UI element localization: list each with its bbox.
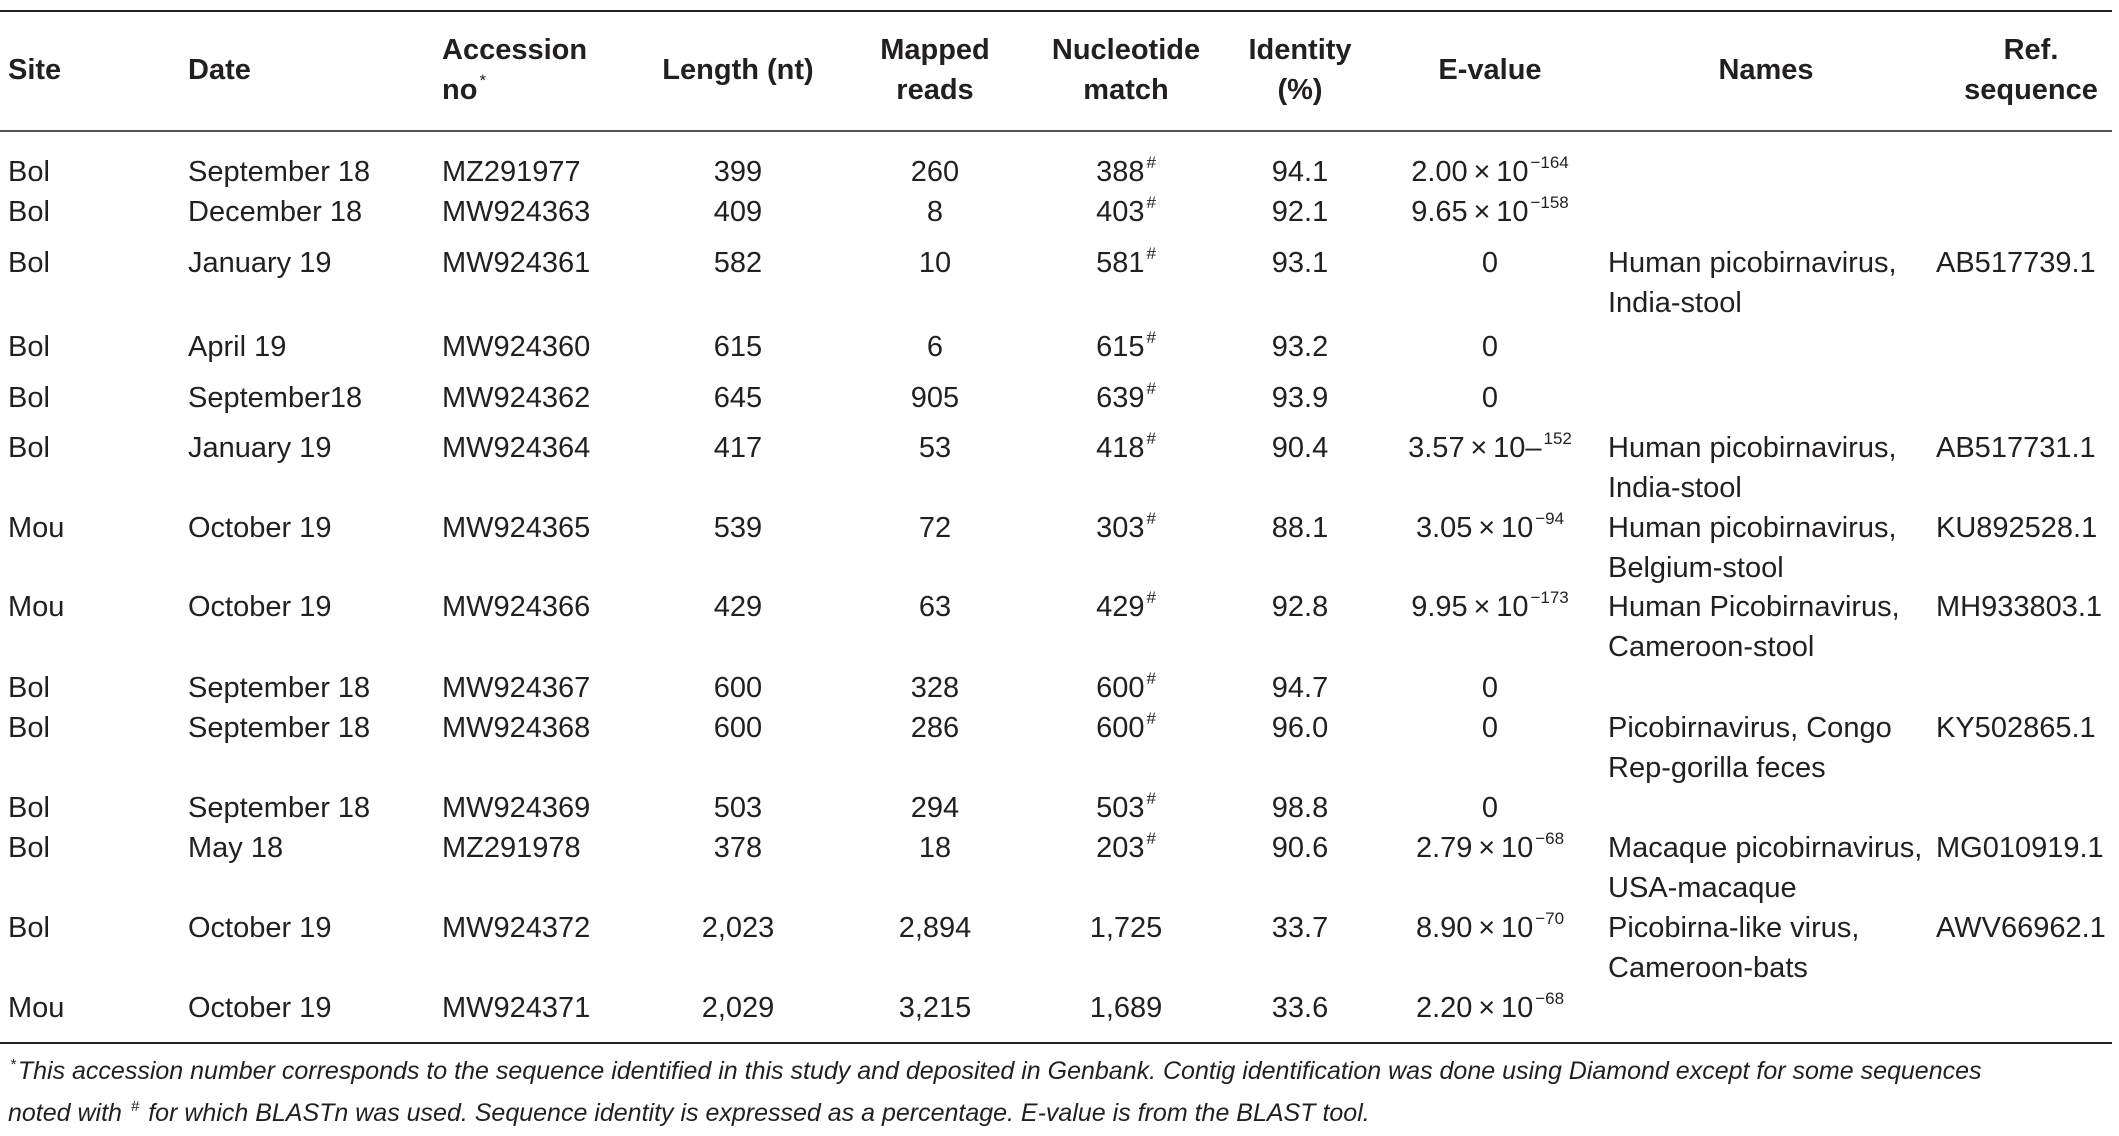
cell-length: 2,029 (701, 992, 775, 1024)
cell-evalue-base: 3.57 × 10– (1408, 432, 1542, 464)
cell-mapped: 2,894 (898, 912, 972, 944)
cell-evalue-base: 2.20 × 10 (1415, 992, 1534, 1024)
cell-ref: AB517739.1 (1936, 247, 2096, 279)
cell-ref: AB517731.1 (1936, 432, 2096, 464)
cell-match-mark: # (1146, 829, 1156, 848)
cell-match-value: 1,725 (1089, 912, 1163, 944)
cell-evalue (1290, 152, 1690, 196)
cell-evalue-base: 0 (1481, 382, 1499, 414)
header-ref-line (1831, 30, 2119, 70)
cell-match-value: 503 (1096, 792, 1145, 824)
cell-length: 429 (713, 591, 763, 623)
cell-mapped: 10 (918, 247, 952, 279)
cell-accession: MW924365 (442, 512, 591, 544)
cell-accession: MW924360 (442, 331, 591, 363)
cell-date: December 18 (188, 196, 363, 228)
cell-identity: 90.4 (1271, 432, 1329, 464)
cell-date: October 19 (188, 591, 332, 623)
cell-length: 399 (713, 156, 763, 188)
cell-evalue (1290, 988, 1690, 1032)
footnote-line-2 (8, 1094, 2108, 1136)
cell-evalue-exponent: −68 (1535, 989, 1565, 1008)
cell-mapped: 8 (926, 196, 944, 228)
cell-ref: MG010919.1 (1936, 832, 2104, 864)
cell-accession: MW924364 (442, 432, 591, 464)
cell-identity: 96.0 (1271, 712, 1329, 744)
footnote-line-1 (8, 1052, 2108, 1094)
table-footnote (8, 1052, 2108, 1136)
cell-ref: AWV66962.1 (1936, 912, 2106, 944)
cell-accession: MW924366 (442, 591, 591, 623)
cell-date: October 19 (188, 512, 332, 544)
cell-accession: MW924367 (442, 672, 591, 704)
cell-mapped: 53 (918, 432, 952, 464)
cell-mapped: 294 (910, 792, 960, 824)
cell-match-value: 303 (1096, 512, 1145, 544)
header-ref-text: sequence (1964, 74, 2098, 106)
cell-match-mark: # (1146, 709, 1156, 728)
cell-match-mark: # (1146, 379, 1156, 398)
cell-names-line: India-stool (1608, 287, 1742, 319)
cell-accession: MW924368 (442, 712, 591, 744)
header-rule (0, 130, 2112, 132)
cell-site: Bol (8, 331, 50, 363)
cell-evalue-base: 9.95 × 10 (1411, 591, 1529, 623)
cell-match (926, 428, 1326, 472)
cell-match-value: 639 (1096, 382, 1145, 414)
cell-date: September 18 (188, 712, 371, 744)
cell-identity: 33.7 (1271, 912, 1329, 944)
cell-evalue (1290, 327, 1690, 367)
cell-date: April 19 (188, 331, 287, 363)
cell-match-mark: # (1146, 588, 1156, 607)
cell-names (1608, 243, 1897, 323)
cell-evalue-base: 0 (1481, 672, 1499, 704)
cell-evalue (1290, 668, 1690, 708)
cell-identity: 93.2 (1271, 331, 1329, 363)
cell-evalue-exponent: 152 (1543, 429, 1572, 448)
cell-evalue-base: 0 (1481, 247, 1499, 279)
cell-date: September18 (188, 382, 363, 414)
cell-site: Bol (8, 196, 50, 228)
cell-evalue (1290, 378, 1690, 418)
cell-match (926, 587, 1326, 631)
cell-date: September 18 (188, 156, 371, 188)
footnote-hash-mark: # (130, 1098, 140, 1115)
cell-names-line: Cameroon-stool (1608, 631, 1815, 663)
cell-match-value: 1,689 (1089, 992, 1163, 1024)
cell-match-value: 600 (1096, 712, 1145, 744)
footnote-mark: * (10, 1056, 16, 1073)
cell-match-value: 429 (1096, 591, 1145, 623)
cell-accession: MW924372 (442, 912, 591, 944)
cell-match-value: 418 (1096, 432, 1145, 464)
cell-names-line: Belgium-stool (1608, 552, 1784, 584)
header-ref (1831, 30, 2119, 110)
cell-evalue (1290, 788, 1690, 828)
cell-names-line: Picobirna-like virus, (1608, 912, 1860, 944)
cell-mapped: 328 (910, 672, 960, 704)
cell-length: 600 (713, 712, 763, 744)
cell-names (1608, 708, 1892, 788)
cell-ref: KU892528.1 (1936, 512, 2098, 544)
cell-match-mark: # (1146, 153, 1156, 172)
header-date-text: Date (188, 54, 251, 86)
header-accession-text: no (442, 74, 478, 106)
cell-match (926, 988, 1326, 1028)
header-mapped-text: reads (896, 74, 974, 106)
cell-evalue-base: 2.00 × 10 (1411, 156, 1529, 188)
cell-date: January 19 (188, 432, 332, 464)
cell-date: October 19 (188, 912, 332, 944)
cell-identity: 94.7 (1271, 672, 1329, 704)
cell-length: 582 (713, 247, 763, 279)
cell-date: May 18 (188, 832, 284, 864)
cell-names-line: Rep-gorilla feces (1608, 752, 1826, 784)
header-accession-mark: * (479, 71, 487, 90)
header-evalue-text: E-value (1438, 54, 1542, 86)
cell-length: 2,023 (701, 912, 775, 944)
header-site-line (8, 50, 61, 90)
cell-evalue-exponent: −94 (1535, 509, 1565, 528)
cell-evalue-base: 2.79 × 10 (1415, 832, 1534, 864)
cell-accession: MZ291978 (442, 832, 581, 864)
cell-date: September 18 (188, 792, 371, 824)
cell-match (926, 243, 1326, 287)
cell-site: Bol (8, 672, 50, 704)
cell-match-value: 203 (1096, 832, 1145, 864)
cell-evalue-base: 0 (1481, 792, 1499, 824)
cell-site: Bol (8, 832, 50, 864)
cell-date: September 18 (188, 672, 371, 704)
bottom-rule (0, 1042, 2112, 1044)
cell-names-line: Macaque picobirnavirus, (1608, 832, 1923, 864)
cell-site: Bol (8, 432, 50, 464)
header-match-text: Nucleotide (1051, 34, 1201, 66)
cell-accession: MW924362 (442, 382, 591, 414)
cell-match (926, 508, 1326, 552)
cell-match-mark: # (1146, 244, 1156, 263)
cell-length: 409 (713, 196, 763, 228)
cell-match-value: 581 (1096, 247, 1145, 279)
cell-evalue-exponent: −70 (1535, 909, 1565, 928)
cell-names-line: Human picobirnavirus, (1608, 512, 1897, 544)
cell-match (926, 192, 1326, 236)
cell-evalue-exponent: −158 (1530, 193, 1569, 212)
header-ref-text: Ref. (2003, 34, 2059, 66)
cell-identity: 33.6 (1271, 992, 1329, 1024)
cell-evalue (1290, 192, 1690, 236)
cell-names (1608, 508, 1897, 588)
cell-mapped: 63 (918, 591, 952, 623)
cell-match-value: 403 (1096, 196, 1145, 228)
cell-accession: MW924369 (442, 792, 591, 824)
cell-match-mark: # (1146, 193, 1156, 212)
cell-evalue-base: 8.90 × 10 (1415, 912, 1534, 944)
cell-accession: MZ291977 (442, 156, 581, 188)
cell-names-line: Human Picobirnavirus, (1608, 591, 1900, 623)
cell-identity: 90.6 (1271, 832, 1329, 864)
cell-match (926, 378, 1326, 422)
cell-match-mark: # (1146, 789, 1156, 808)
cell-evalue-base: 0 (1481, 331, 1499, 363)
header-date (188, 50, 251, 90)
header-identity-text: (%) (1277, 74, 1323, 106)
cell-match-mark: # (1146, 429, 1156, 448)
cell-names-line: India-stool (1608, 472, 1742, 504)
cell-identity: 98.8 (1271, 792, 1329, 824)
cell-site: Bol (8, 912, 50, 944)
cell-evalue-base: 3.05 × 10 (1415, 512, 1534, 544)
cell-date: January 19 (188, 247, 332, 279)
cell-site: Mou (8, 591, 65, 623)
cell-length: 417 (713, 432, 763, 464)
cell-mapped: 6 (926, 331, 944, 363)
cell-names-line: Cameroon-bats (1608, 952, 1808, 984)
cell-accession: MW924371 (442, 992, 591, 1024)
header-ref-line (1831, 70, 2119, 110)
cell-mapped: 18 (918, 832, 952, 864)
cell-match-value: 600 (1096, 672, 1145, 704)
header-site-text: Site (8, 54, 62, 86)
cell-site: Bol (8, 156, 50, 188)
cell-evalue-exponent: −164 (1530, 153, 1569, 172)
top-rule (0, 10, 2112, 12)
cell-names (1608, 428, 1897, 508)
footnote-text-2a: noted with (8, 1099, 122, 1127)
cell-evalue-base: 0 (1481, 712, 1499, 744)
cell-match-mark: # (1146, 509, 1156, 528)
footnote-text-1: This accession number corresponds to the sequence identified in this study and deposited in Genbank. Contig identification was done using Diamond except for some sequences (17, 1057, 1982, 1085)
cell-mapped: 286 (910, 712, 960, 744)
cell-names-line: USA-macaque (1608, 872, 1797, 904)
cell-accession: MW924363 (442, 196, 591, 228)
cell-length: 600 (713, 672, 763, 704)
cell-site: Bol (8, 712, 50, 744)
cell-identity: 92.1 (1271, 196, 1329, 228)
cell-evalue-exponent: −173 (1530, 588, 1569, 607)
cell-identity: 93.1 (1271, 247, 1329, 279)
header-names-text: Names (1718, 54, 1814, 86)
cell-length: 503 (713, 792, 763, 824)
cell-date: October 19 (188, 992, 332, 1024)
cell-length: 645 (713, 382, 763, 414)
cell-names-line: Picobirnavirus, Congo (1608, 712, 1892, 744)
cell-identity: 93.9 (1271, 382, 1329, 414)
header-length-text: Length (nt) (662, 54, 814, 86)
cell-match (926, 788, 1326, 832)
cell-match (926, 152, 1326, 196)
cell-names-line: Human picobirnavirus, (1608, 432, 1897, 464)
footnote-text-2b: for which BLASTn was used. Sequence identity is expressed as a percentage. E-value is from the BLAST tool. (148, 1099, 1370, 1127)
header-identity-text: Identity (1248, 34, 1352, 66)
cell-mapped: 260 (910, 156, 960, 188)
cell-names-line: Human picobirnavirus, (1608, 247, 1897, 279)
cell-ref: KY502865.1 (1936, 712, 2096, 744)
header-site (8, 50, 61, 90)
cell-match (926, 908, 1326, 948)
cell-match (926, 327, 1326, 371)
cell-match-mark: # (1146, 328, 1156, 347)
cell-accession: MW924361 (442, 247, 591, 279)
cell-match-value: 388 (1096, 156, 1145, 188)
cell-length: 539 (713, 512, 763, 544)
cell-mapped: 3,215 (898, 992, 972, 1024)
cell-evalue-exponent: −68 (1535, 829, 1565, 848)
cell-match (926, 828, 1326, 872)
cell-match-mark: # (1146, 669, 1156, 688)
header-match-text: match (1083, 74, 1169, 106)
header-date-line (188, 50, 251, 90)
header-accession-text: Accession (442, 34, 588, 66)
cell-match (926, 708, 1326, 752)
cell-site: Bol (8, 382, 50, 414)
cell-length: 378 (713, 832, 763, 864)
cell-identity: 88.1 (1271, 512, 1329, 544)
cell-ref: MH933803.1 (1936, 591, 2103, 623)
cell-site: Bol (8, 247, 50, 279)
cell-mapped: 905 (910, 382, 960, 414)
cell-identity: 94.1 (1271, 156, 1329, 188)
cell-length: 615 (713, 331, 763, 363)
cell-evalue-base: 9.65 × 10 (1411, 196, 1529, 228)
cell-match-value: 615 (1096, 331, 1145, 363)
cell-names (1608, 828, 1922, 908)
header-mapped-text: Mapped (880, 34, 990, 66)
cell-match (926, 668, 1326, 712)
cell-names (1608, 587, 1900, 667)
cell-site: Mou (8, 992, 65, 1024)
cell-site: Mou (8, 512, 65, 544)
cell-mapped: 72 (918, 512, 952, 544)
cell-names (1608, 908, 1859, 988)
cell-identity: 92.8 (1271, 591, 1329, 623)
cell-site: Bol (8, 792, 50, 824)
